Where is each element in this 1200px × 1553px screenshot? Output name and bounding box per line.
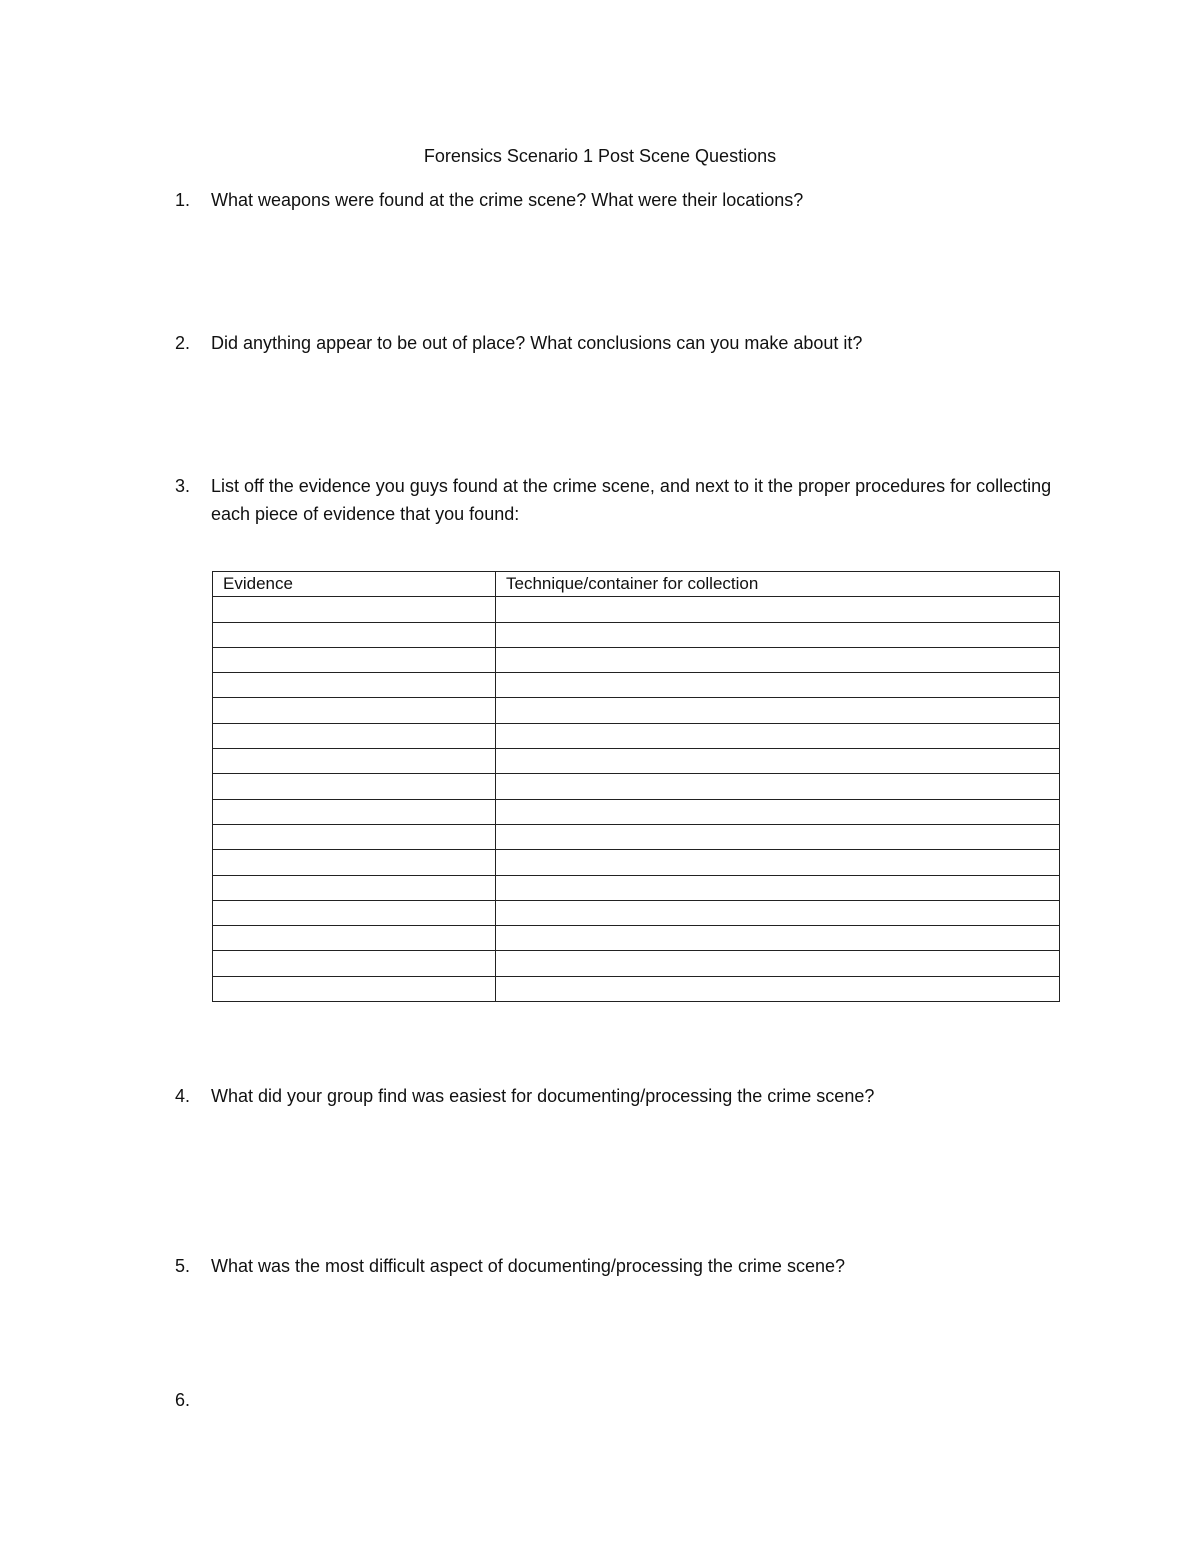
question-1: [175, 186, 1075, 214]
evidence-cell[interactable]: [213, 951, 496, 976]
table-header-row: [213, 572, 1060, 597]
evidence-cell[interactable]: [213, 622, 496, 647]
question-text: What did your group find was easiest for documenting/processing the crime scene?: [211, 1086, 875, 1106]
technique-cell[interactable]: [496, 647, 1060, 672]
table-row: [213, 900, 1060, 925]
technique-cell[interactable]: [496, 824, 1060, 849]
page-title: Forensics Scenario 1 Post Scene Questions: [423, 146, 777, 166]
technique-cell[interactable]: [496, 723, 1060, 748]
question-2: [175, 329, 1075, 357]
evidence-cell[interactable]: [213, 774, 496, 799]
technique-cell[interactable]: [496, 900, 1060, 925]
table-row: [213, 622, 1060, 647]
question-text: What weapons were found at the crime scene? What were their locations?: [211, 190, 804, 210]
table-row: [213, 597, 1060, 622]
technique-cell[interactable]: [496, 850, 1060, 875]
question-text: What was the most difficult aspect of documenting/processing the crime scene?: [211, 1256, 845, 1276]
technique-cell[interactable]: [496, 698, 1060, 723]
table-row: [213, 673, 1060, 698]
evidence-cell[interactable]: [213, 900, 496, 925]
table-row: [213, 698, 1060, 723]
technique-cell[interactable]: [496, 673, 1060, 698]
evidence-table-body: [213, 597, 1060, 1002]
question-number: 6.: [175, 1390, 191, 1410]
question-text: Did anything appear to be out of place? What conclusions can you make about it?: [211, 333, 863, 353]
evidence-table: [212, 571, 1060, 1002]
evidence-cell[interactable]: [213, 749, 496, 774]
table-row: [213, 723, 1060, 748]
question-number: 3.: [175, 476, 191, 496]
evidence-cell[interactable]: [213, 875, 496, 900]
header-evidence: Evidence: [213, 572, 496, 597]
technique-cell[interactable]: [496, 875, 1060, 900]
table-row: [213, 976, 1060, 1001]
evidence-cell[interactable]: [213, 926, 496, 951]
technique-cell[interactable]: [496, 774, 1060, 799]
question-4: [175, 1082, 1075, 1110]
technique-cell[interactable]: [496, 749, 1060, 774]
question-text: List off the evidence you guys found at the crime scene, and next to it the proper procedures for collecting each piece of evidence that you found:: [211, 476, 1052, 524]
table-row: [213, 774, 1060, 799]
technique-cell[interactable]: [496, 622, 1060, 647]
evidence-cell[interactable]: [213, 673, 496, 698]
table-row: [213, 951, 1060, 976]
question-3: [175, 472, 1075, 528]
question-number: 2.: [175, 333, 191, 353]
table-row: [213, 824, 1060, 849]
evidence-cell[interactable]: [213, 850, 496, 875]
evidence-cell[interactable]: [213, 824, 496, 849]
question-5: [175, 1252, 1075, 1280]
table-row: [213, 926, 1060, 951]
question-number: 4.: [175, 1086, 191, 1106]
table-row: [213, 749, 1060, 774]
technique-cell[interactable]: [496, 799, 1060, 824]
evidence-cell[interactable]: [213, 723, 496, 748]
evidence-cell[interactable]: [213, 799, 496, 824]
technique-cell[interactable]: [496, 597, 1060, 622]
evidence-cell[interactable]: [213, 976, 496, 1001]
evidence-cell[interactable]: [213, 647, 496, 672]
technique-cell[interactable]: [496, 976, 1060, 1001]
table-row: [213, 875, 1060, 900]
table-row: [213, 647, 1060, 672]
evidence-cell[interactable]: [213, 597, 496, 622]
question-number: 5.: [175, 1256, 191, 1276]
technique-cell[interactable]: [496, 951, 1060, 976]
header-technique: Technique/container for collection: [496, 572, 1060, 597]
evidence-cell[interactable]: [213, 698, 496, 723]
question-number: 1.: [175, 190, 191, 210]
technique-cell[interactable]: [496, 926, 1060, 951]
table-row: [213, 799, 1060, 824]
table-row: [213, 850, 1060, 875]
